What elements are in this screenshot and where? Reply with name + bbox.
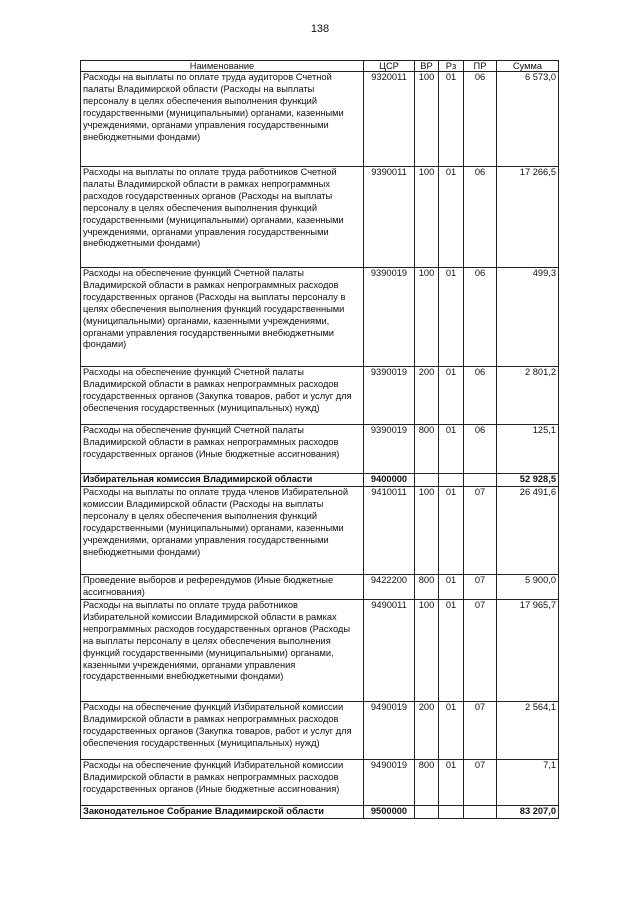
cell-vr: 100 (415, 167, 439, 268)
table-header-row (81, 61, 559, 72)
cell-sum: 125,1 (497, 425, 559, 474)
page-number: 138 (310, 23, 330, 35)
cell-rz: 01 (439, 600, 464, 702)
cell-rz: 01 (439, 367, 464, 425)
cell-vr (415, 474, 439, 487)
header-csr: ЦСР (364, 61, 415, 72)
table-row (81, 806, 559, 819)
cell-vr: 800 (415, 760, 439, 806)
cell-name: Расходы на обеспечение функций Счетной палаты Владимирской области в рамках непрограммных расходов государственных органов (Расходы на выплаты персоналу в целях обеспечения выполнения функций государственными (муниципальными) органами, казенными учреждениями, органами управления государственными внебюджетными фондами) (81, 268, 364, 367)
cell-name: Расходы на выплаты по оплате труда аудиторов Счетной палаты Владимирской области (Расходы на выплаты персоналу в целях обеспечения выполнения функций государственными (муниципальными) органами, казенными учреждениями, органами управления государственными внебюджетными фондами) (81, 72, 364, 167)
cell-sum: 6 573,0 (497, 72, 559, 167)
cell-name: Избирательная комиссия Владимирской области (81, 474, 364, 487)
cell-vr: 100 (415, 600, 439, 702)
cell-sum: 52 928,5 (497, 474, 559, 487)
table-row (81, 72, 559, 167)
cell-sum: 17 965,7 (497, 600, 559, 702)
table-body (81, 72, 559, 819)
cell-csr: 9390011 (364, 167, 415, 268)
cell-csr: 9490011 (364, 600, 415, 702)
cell-name: Расходы на выплаты по оплате труда работников Избирательной комиссии Владимирской области в рамках непрограммных расходов государственных органов (Расходы на выплаты персоналу в целях обеспечения выполнения функций государственными (муниципальными) органами, казенными учреждениями, органами управления государственными внебюджетными фондами) (81, 600, 364, 702)
header-sum: Сумма (497, 61, 559, 72)
cell-csr: 9490019 (364, 760, 415, 806)
cell-name: Проведение выборов и референдумов (Иные бюджетные ассигнования) (81, 575, 364, 600)
cell-rz: 01 (439, 487, 464, 575)
table-row (81, 425, 559, 474)
cell-rz (439, 806, 464, 819)
cell-csr: 9500000 (364, 806, 415, 819)
cell-sum: 17 266,5 (497, 167, 559, 268)
cell-csr: 9320011 (364, 72, 415, 167)
cell-pr (464, 474, 497, 487)
cell-name: Расходы на обеспечение функций Счетной палаты Владимирской области в рамках непрограммных расходов государственных органов (Закупка товаров, работ и услуг для обеспечения государственных (муниципальных) нужд) (81, 367, 364, 425)
cell-rz: 01 (439, 268, 464, 367)
cell-rz: 01 (439, 760, 464, 806)
cell-sum: 83 207,0 (497, 806, 559, 819)
cell-sum: 5 900,0 (497, 575, 559, 600)
cell-rz: 01 (439, 425, 464, 474)
cell-vr: 100 (415, 268, 439, 367)
table-row (81, 760, 559, 806)
cell-vr: 100 (415, 487, 439, 575)
cell-name: Расходы на выплаты по оплате труда членов Избирательной комиссии Владимирской области (Расходы на выплаты персоналу в целях обеспечения выполнения функций государственными (муниципальными) органами, казенными учреждениями, органами управления государственными внебюджетными фондами) (81, 487, 364, 575)
header-vr: ВР (415, 61, 439, 72)
cell-sum: 7,1 (497, 760, 559, 806)
cell-vr (415, 806, 439, 819)
table-row (81, 702, 559, 760)
cell-name: Расходы на обеспечение функций Избирательной комиссии Владимирской области в рамках непрограммных расходов государственных органов (Закупка товаров, работ и услуг для обеспечения государственных (муниципальных) нужд) (81, 702, 364, 760)
cell-sum: 2 564,1 (497, 702, 559, 760)
cell-vr: 200 (415, 702, 439, 760)
cell-csr: 9390019 (364, 425, 415, 474)
table-row (81, 268, 559, 367)
cell-csr: 9390019 (364, 367, 415, 425)
cell-sum: 499,3 (497, 268, 559, 367)
cell-pr: 07 (464, 600, 497, 702)
header-rz: Рз (439, 61, 464, 72)
cell-pr: 06 (464, 72, 497, 167)
cell-rz: 01 (439, 167, 464, 268)
table-row (81, 487, 559, 575)
cell-pr: 07 (464, 575, 497, 600)
budget-table (80, 60, 559, 819)
cell-vr: 100 (415, 72, 439, 167)
cell-pr: 06 (464, 167, 497, 268)
table-row (81, 367, 559, 425)
cell-csr: 9400000 (364, 474, 415, 487)
cell-name: Расходы на выплаты по оплате труда работников Счетной палаты Владимирской области в рамках непрограммных расходов государственных органов (Расходы на выплаты персоналу в целях обеспечения выполнения функций государственными (муниципальными) органами, казенными учреждениями, органами управления государственными внебюджетными фондами) (81, 167, 364, 268)
cell-csr: 9490019 (364, 702, 415, 760)
cell-name: Расходы на обеспечение функций Счетной палаты Владимирской области в рамках непрограммных расходов государственных органов (Иные бюджетные ассигнования) (81, 425, 364, 474)
cell-rz: 01 (439, 575, 464, 600)
table-row (81, 575, 559, 600)
cell-pr: 06 (464, 367, 497, 425)
cell-rz (439, 474, 464, 487)
cell-name: Законодательное Собрание Владимирской области (81, 806, 364, 819)
header-pr: ПР (464, 61, 497, 72)
cell-vr: 200 (415, 367, 439, 425)
cell-csr: 9422200 (364, 575, 415, 600)
cell-pr: 06 (464, 425, 497, 474)
cell-pr (464, 806, 497, 819)
cell-rz: 01 (439, 72, 464, 167)
cell-pr: 07 (464, 760, 497, 806)
cell-sum: 2 801,2 (497, 367, 559, 425)
cell-vr: 800 (415, 425, 439, 474)
cell-csr: 9410011 (364, 487, 415, 575)
table-row (81, 600, 559, 702)
cell-pr: 06 (464, 268, 497, 367)
cell-pr: 07 (464, 702, 497, 760)
table-row (81, 167, 559, 268)
header-name: Наименование (81, 61, 364, 72)
cell-csr: 9390019 (364, 268, 415, 367)
cell-vr: 800 (415, 575, 439, 600)
cell-rz: 01 (439, 702, 464, 760)
cell-sum: 26 491,6 (497, 487, 559, 575)
cell-name: Расходы на обеспечение функций Избирательной комиссии Владимирской области в рамках непрограммных расходов государственных органов (Иные бюджетные ассигнования) (81, 760, 364, 806)
table-row (81, 474, 559, 487)
cell-pr: 07 (464, 487, 497, 575)
